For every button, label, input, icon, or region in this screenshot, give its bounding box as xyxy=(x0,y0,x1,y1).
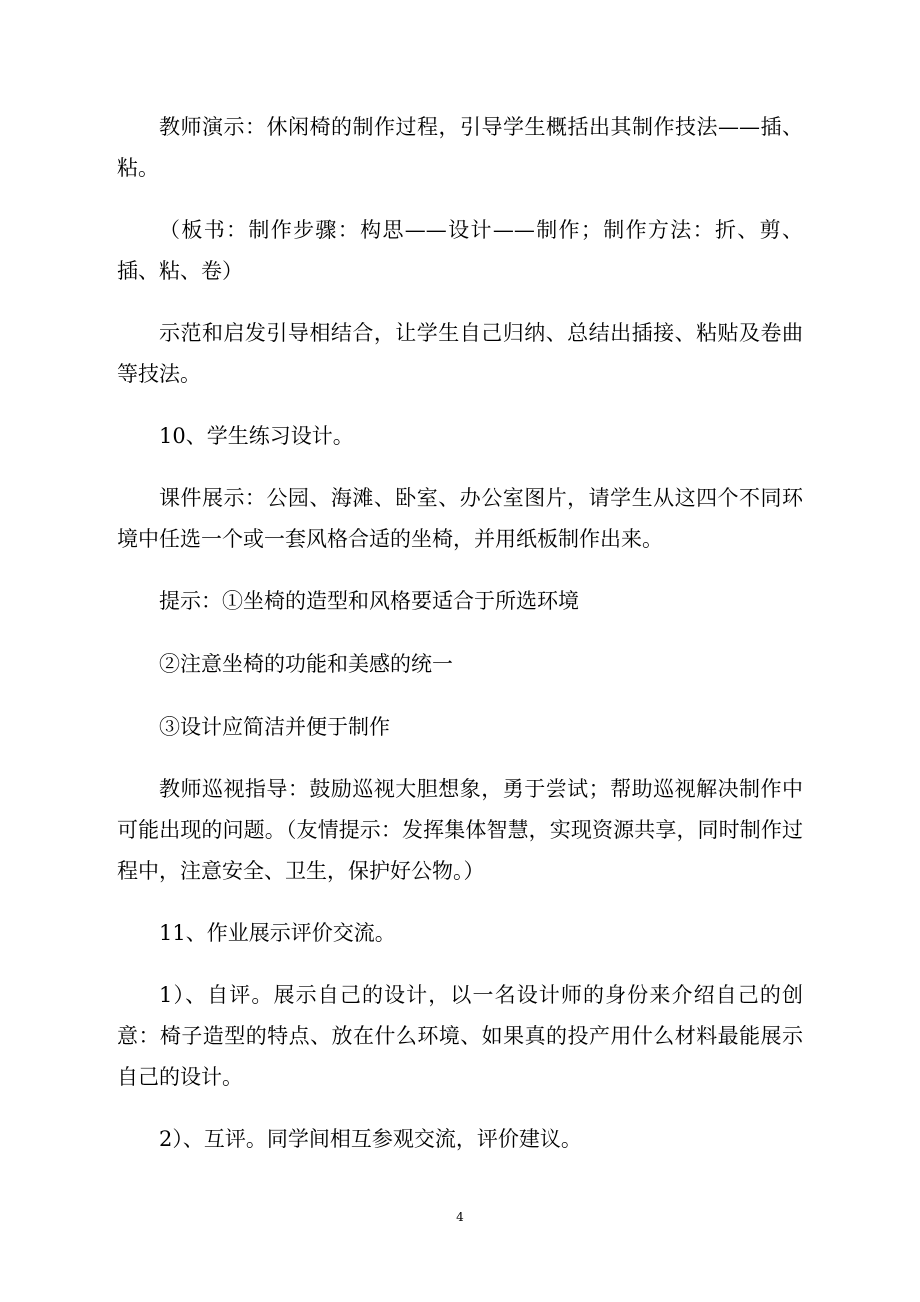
paragraph-blackboard-notes: （板书：制作步骤：构思——设计——制作；制作方法：折、剪、插、粘、卷） xyxy=(117,218,803,283)
page-number: 4 xyxy=(456,1210,464,1224)
paragraph-demonstration-guidance: 示范和启发引导相结合，让学生自己归纳、总结出插接、粘贴及卷曲等技法。 xyxy=(117,321,803,386)
paragraph-tip-3: ③设计应简洁并便于制作 xyxy=(159,715,390,739)
paragraph-peer-evaluation: 2）、互评。同学间相互参观交流，评价建议。 xyxy=(159,1127,582,1151)
document-body xyxy=(117,107,803,1160)
paragraph-teacher-demo: 教师演示：休闲椅的制作过程，引导学生概括出其制作技法——插、粘。 xyxy=(117,115,803,180)
paragraph-step-10-heading: 10、学生练习设计。 xyxy=(159,424,354,448)
paragraph-courseware-display: 课件展示：公园、海滩、卧室、办公室图片，请学生从这四个不同环境中任选一个或一套风格合适的坐椅，并用纸板制作出来。 xyxy=(117,486,803,551)
paragraph-step-11-heading: 11、作业展示评价交流。 xyxy=(159,921,396,945)
paragraph-tip-2: ②注意坐椅的功能和美感的统一 xyxy=(159,652,453,676)
paragraph-tip-1: 提示：①坐椅的造型和风格要适合于所选环境 xyxy=(159,589,579,613)
paragraph-self-evaluation: 1）、自评。展示自己的设计，以一名设计师的身份来介绍自己的创意：椅子造型的特点、放在什么环境、如果真的投产用什么材料最能展示自己的设计。 xyxy=(117,983,803,1089)
paragraph-teacher-patrol: 教师巡视指导：鼓励巡视大胆想象，勇于尝试；帮助巡视解决制作中可能出现的问题。（友情提示：发挥集体智慧，实现资源共享，同时制作过程中，注意安全、卫生，保护好公物。） xyxy=(117,777,803,883)
